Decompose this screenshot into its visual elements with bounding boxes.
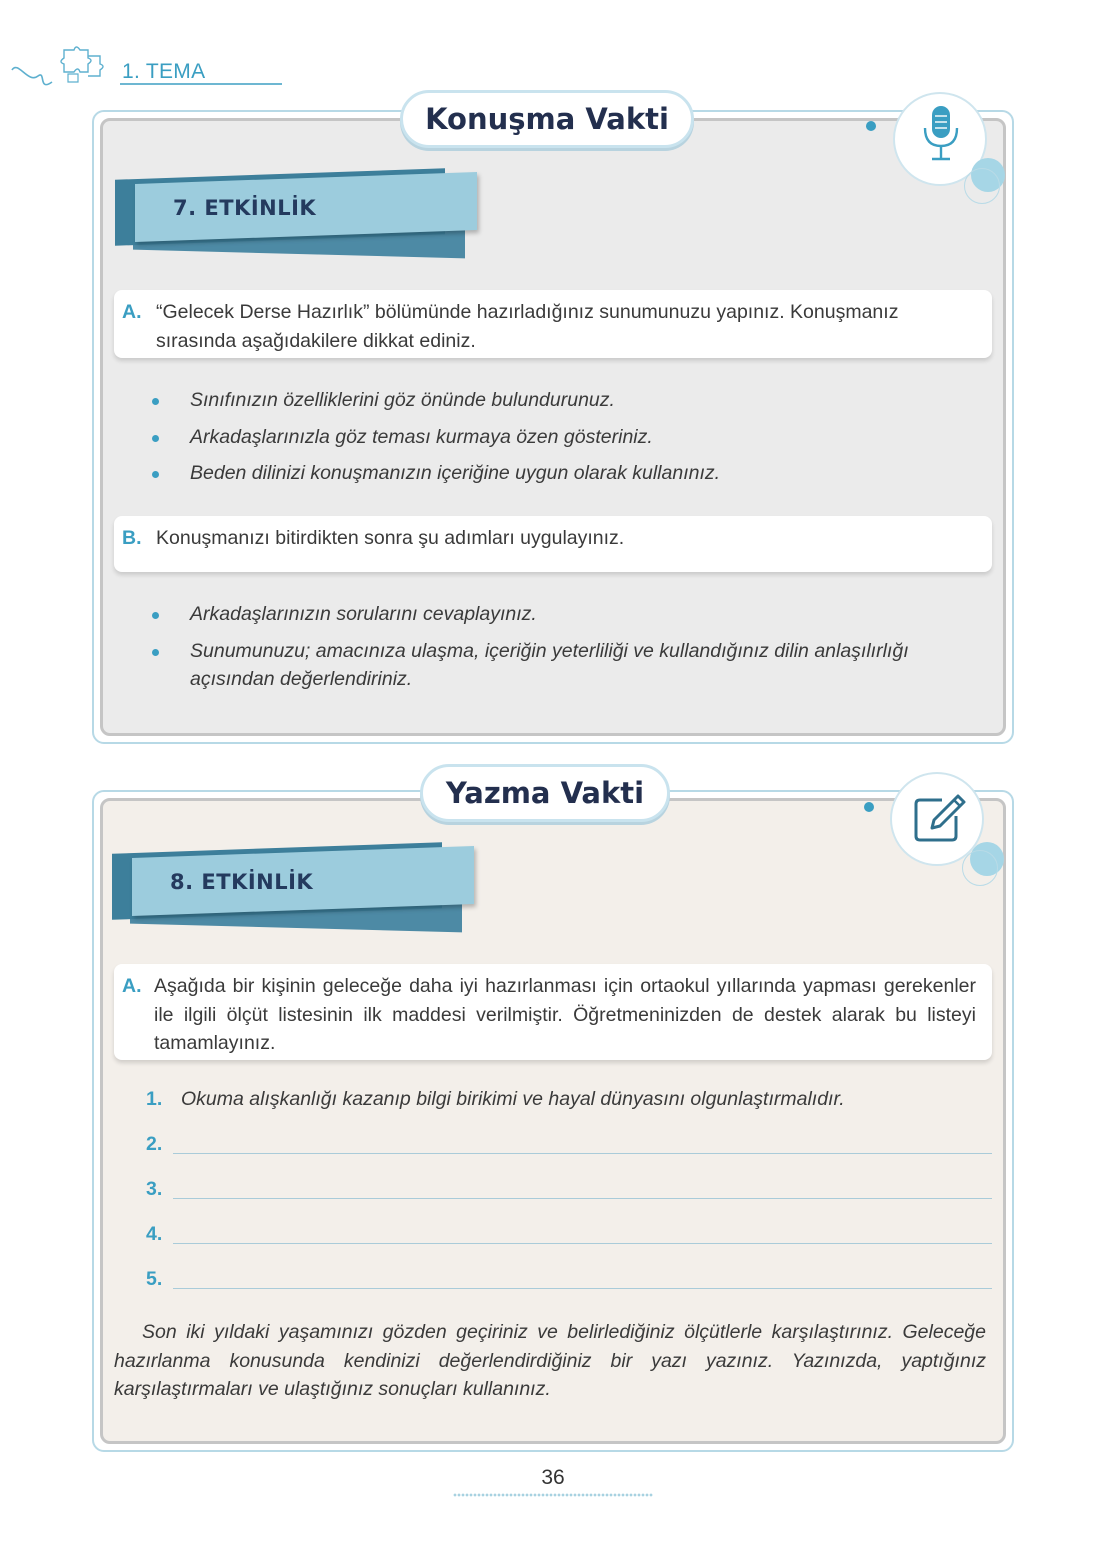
activity-7-label: 7. ETKİNLİK xyxy=(173,196,317,220)
writing-task-paragraph: Son iki yıldaki yaşamınızı gözden geçiriniz ve belirlediğiniz ölçütlerle karşılaştırınız. Geleceğe hazırlanma konusunda kendinizi değerlendirdiğiniz bir yazı yazınız. Yazınızda, yaptığınız karşılaştırmaları ve ulaştığınız sonuçları kullanınız. xyxy=(114,1321,986,1400)
item-number: 2. xyxy=(146,1133,163,1155)
page-number: 36 xyxy=(541,1466,565,1489)
answer-line[interactable] xyxy=(173,1288,992,1289)
theme-label: 1. TEMA xyxy=(122,60,206,83)
bullet-dot xyxy=(152,649,159,656)
list-item: Arkadaşlarınızın sorularını cevaplayınız. xyxy=(150,600,1000,629)
list-item: Arkadaşlarınızla göz teması kurmaya özen gösteriniz. xyxy=(150,423,1000,452)
instruction-b-speaking xyxy=(114,516,992,572)
instruction-letter: A. xyxy=(122,301,142,323)
instruction-letter: B. xyxy=(122,527,142,549)
activity-8-label: 8. ETKİNLİK xyxy=(170,870,314,894)
decorative-ring xyxy=(964,168,1000,204)
item-number: 5. xyxy=(146,1268,163,1290)
answer-line[interactable] xyxy=(173,1153,992,1154)
bullet-dot xyxy=(152,471,159,478)
speaking-a-bullet-list xyxy=(150,386,1000,496)
criteria-item xyxy=(146,1133,992,1178)
list-item: Beden dilinizi konuşmanızın içeriğine uygun olarak kullanınız. xyxy=(150,459,1000,488)
activity-8-ribbon xyxy=(110,842,480,932)
item-number: 3. xyxy=(146,1178,163,1200)
criteria-item xyxy=(146,1088,992,1133)
criteria-item xyxy=(146,1178,992,1223)
instruction-text: Konuşmanızı bitirdikten sonra şu adımları uygulayınız. xyxy=(156,527,625,549)
microphone-icon xyxy=(916,102,966,166)
bullet-dot xyxy=(152,612,159,619)
item-text: Okuma alışkanlığı kazanıp bilgi birikimi ve hayal dünyasını olgunlaştırmalıdır. xyxy=(181,1088,845,1110)
bullet-dot xyxy=(152,435,159,442)
instruction-text: Aşağıda bir kişinin geleceğe daha iyi hazırlanması için ortaokul yıllarında yapması gerekenler ile ilgili ölçüt listesinin ilk maddesi verilmiştir. Öğretmeninizden de destek alarak bu listeyi tamamlayınız. xyxy=(154,975,976,1054)
bullet-dot xyxy=(152,398,159,405)
decorative-ring xyxy=(962,850,998,886)
criteria-item xyxy=(146,1223,992,1268)
criteria-list xyxy=(146,1088,992,1313)
item-number: 1. xyxy=(146,1088,163,1110)
pencil-edit-icon xyxy=(912,792,968,844)
writing-section-title: Yazma Vakti xyxy=(420,764,670,822)
criteria-item xyxy=(146,1268,992,1313)
instruction-letter: A. xyxy=(122,975,142,997)
list-item: Sınıfınızın özelliklerini göz önünde bulundurunuz. xyxy=(150,386,1000,415)
speaking-section-title: Konuşma Vakti xyxy=(400,90,694,148)
decorative-dot xyxy=(864,802,874,812)
footer-dotted-line xyxy=(453,1492,653,1498)
answer-line[interactable] xyxy=(173,1198,992,1199)
speaking-b-bullet-list xyxy=(150,600,1000,702)
item-number: 4. xyxy=(146,1223,163,1245)
activity-7-ribbon xyxy=(113,168,483,258)
list-item: Sunumunuzu; amacınıza ulaşma, içeriğin yeterliliği ve kullandığınız dilin anlaşılırlığı açısından değerlendiriniz. xyxy=(150,637,1000,694)
instruction-a-writing xyxy=(114,964,992,1060)
instruction-text: “Gelecek Derse Hazırlık” bölümünde hazırladığınız sunumunuzu yapınız. Konuşmanız sırasında aşağıdakilere dikkat ediniz. xyxy=(156,301,899,352)
puzzle-icon xyxy=(8,40,128,100)
instruction-a-speaking xyxy=(114,290,992,358)
decorative-dot xyxy=(866,121,876,131)
theme-underline xyxy=(120,83,282,85)
answer-line[interactable] xyxy=(173,1243,992,1244)
